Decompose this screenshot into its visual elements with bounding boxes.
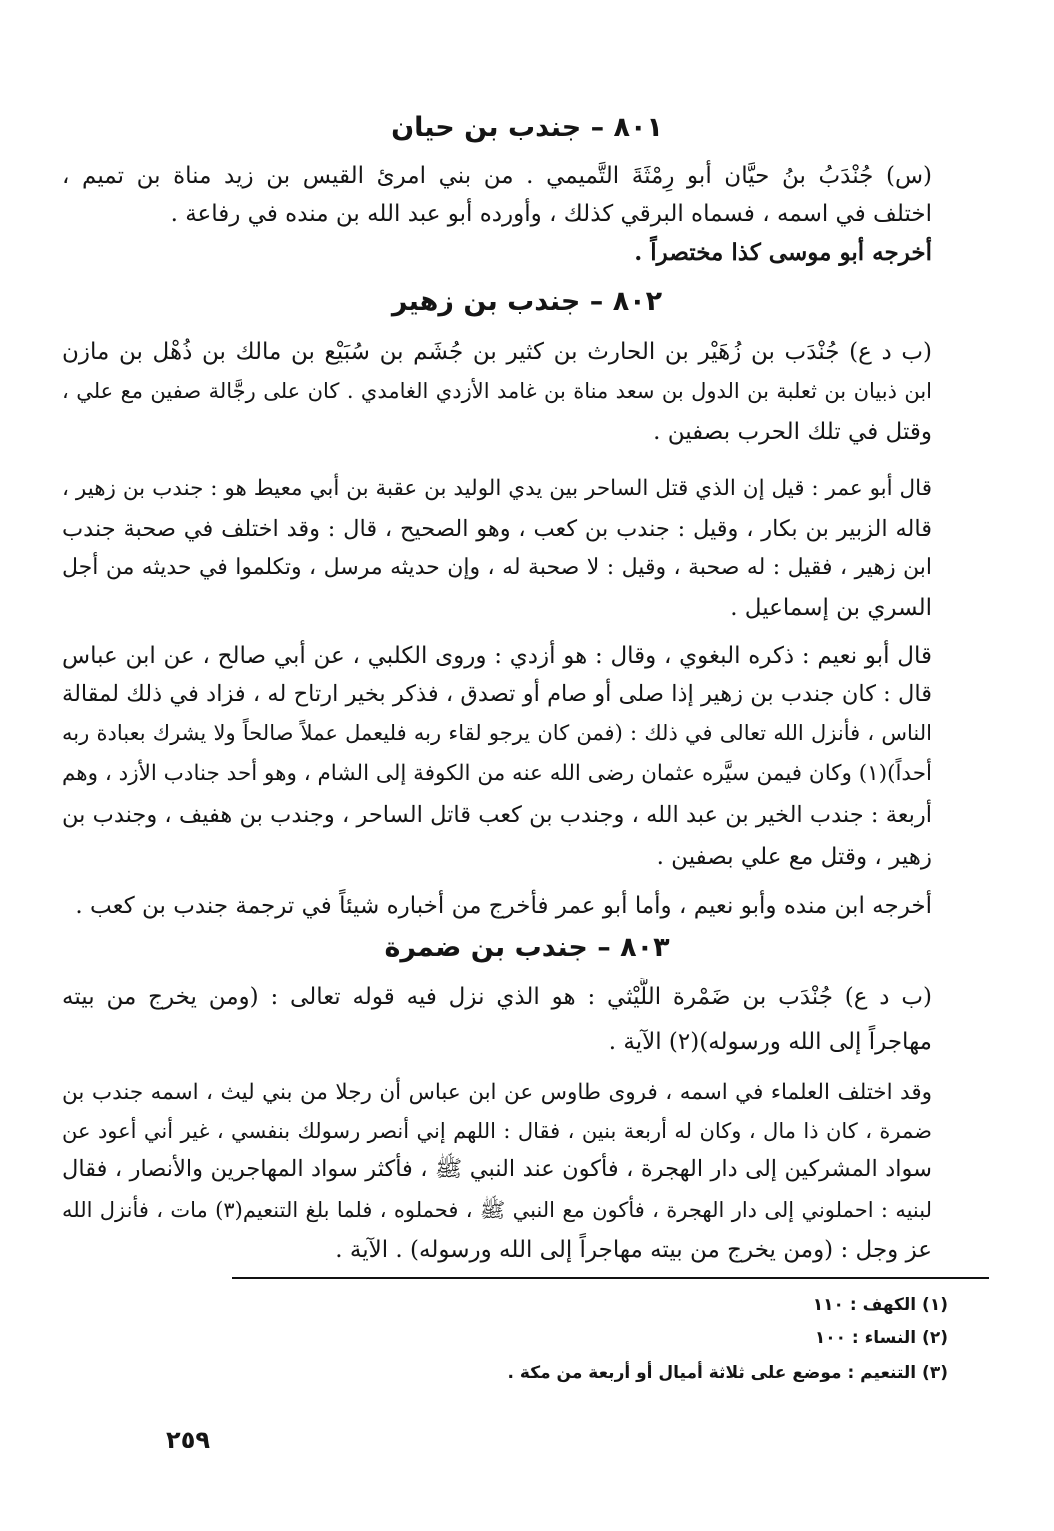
text-line: وقتل في تلك الحرب بصفين .: [653, 419, 932, 445]
text-line: قال أبو عمر : قيل إن الذي قتل الساحر بين يدي الوليد بن عقبة بن أبي معيط هو : جندب بن زهير ،: [62, 476, 932, 501]
text-line: ضمرة ، كان ذا مال ، وكان له أربعة بنين ، فقال : اللهم إني أنصر رسولك بنفسي ، غير أني أعود عن: [62, 1119, 932, 1143]
text-line: وقد اختلف العلماء في اسمه ، فروى طاوس عن ابن عباس أن رجلا من بني ليث ، اسمه جندب بن: [62, 1080, 932, 1105]
text-line: السري بن إسماعيل .: [730, 595, 932, 621]
text-line: (ب د ع) جُنْدَب بن ضَمْرة اللَّيْثي : هو الذي نزل فيه قوله تعالى : (ومن يخرج من بيته: [62, 984, 932, 1010]
text-line: زهير ، وقتل مع علي بصفين .: [656, 844, 932, 870]
footnote: (١) الكهف : ١١٠: [812, 1295, 948, 1315]
text-line: أحداً)(١) وكان فيمن سيَّره عثمان رضى الله عنه من الكوفة إلى الشام ، وهو أحد جنادب الأزد ، وهم: [62, 761, 932, 786]
text-line: لبنيه : احملوني إلى دار الهجرة ، فأكون مع النبي ﷺ ، فحملوه ، فلما بلغ التنعيم(٣) مات ، فأنزل الله: [62, 1198, 932, 1222]
text-line: قال : كان جندب بن زهير إذا صلى أو صام أو تصدق ، فذكر بخير ارتاح له ، فزاد في ذلك لمقالة: [62, 681, 932, 707]
text-line: اختلف في اسمه ، فسماه البرقي كذلك ، وأورده أبو عبد الله بن منده في رفاعة .: [170, 201, 932, 227]
footnote-separator: [232, 1277, 989, 1279]
text-line: سواد المشركين إلى دار الهجرة ، فأكون عند النبي ﷺ ، فأكثر سواد المهاجرين والأنصار ، فقال: [62, 1156, 932, 1182]
text-line: (ب د ع) جُنْدَب بن زُهَيْر بن الحارث بن كثير بن جُشَم بن سُبَيْع بن مالك بن ذُهْل بن مازن: [62, 339, 932, 365]
text-line: ابن ذبيان بن ثعلبة بن الدول بن سعد مناة بن غامد الأزدي الغامدي . كان على رجَّالة صفين مع علي ،: [62, 379, 932, 403]
footnote: (٣) التنعيم : موضع على ثلاثة أميال أو أربعة من مكة .: [507, 1363, 948, 1383]
entry-heading-803: ٨٠٣ – جندب بن ضمرة: [384, 932, 670, 963]
text-line: قال أبو نعيم : ذكره البغوي ، وقال : هو أزدي : وروى الكلبي ، عن أبي صالح ، عن ابن عباس: [62, 643, 932, 669]
page-number: ٢٥٩: [166, 1426, 210, 1454]
entry-heading-802: ٨٠٢ – جندب بن زهير: [391, 286, 663, 317]
text-line: ابن زهير ، فقيل : له صحبة ، وقيل : لا صحبة له ، وإن حديثه مرسل ، وتكلموا في حديثه من أجل: [62, 555, 932, 580]
text-line: الناس ، فأنزل الله تعالى في ذلك : (فمن كان يرجو لقاء ربه فليعمل عملاً صالحاً ولا يشرك بعبادة ربه: [62, 721, 932, 745]
text-line: (س) جُنْدَبُ بنُ حيَّان أبو رِمْثَةَ التَّميمي . من بني امرئ القيس بن زيد مناة بن تميم ،: [62, 163, 932, 189]
text-line: أربعة : جندب الخير بن عبد الله ، وجندب بن كعب قاتل الساحر ، وجندب بن هفيف ، وجندب بن: [62, 802, 932, 828]
text-line: عز وجل : (ومن يخرج من بيته مهاجراً إلى الله ورسوله) . الآية .: [335, 1237, 932, 1263]
text-line: أخرجه ابن منده وأبو نعيم ، وأما أبو عمر فأخرج من أخباره شيئاً في ترجمة جندب بن كعب .: [75, 893, 932, 919]
footnote: (٢) النساء : ١٠٠: [814, 1328, 948, 1348]
text-line: مهاجراً إلى الله ورسوله)(٢) الآية .: [608, 1029, 932, 1055]
entry-heading-801: ٨٠١ – جندب بن حيان: [391, 112, 663, 143]
text-line: أخرجه أبو موسى كذا مختصراً .: [634, 239, 932, 266]
text-line: قاله الزبير بن بكار ، وقيل : جندب بن كعب ، وهو الصحيح ، قال : وقد اختلف في صحبة جندب: [62, 516, 932, 542]
